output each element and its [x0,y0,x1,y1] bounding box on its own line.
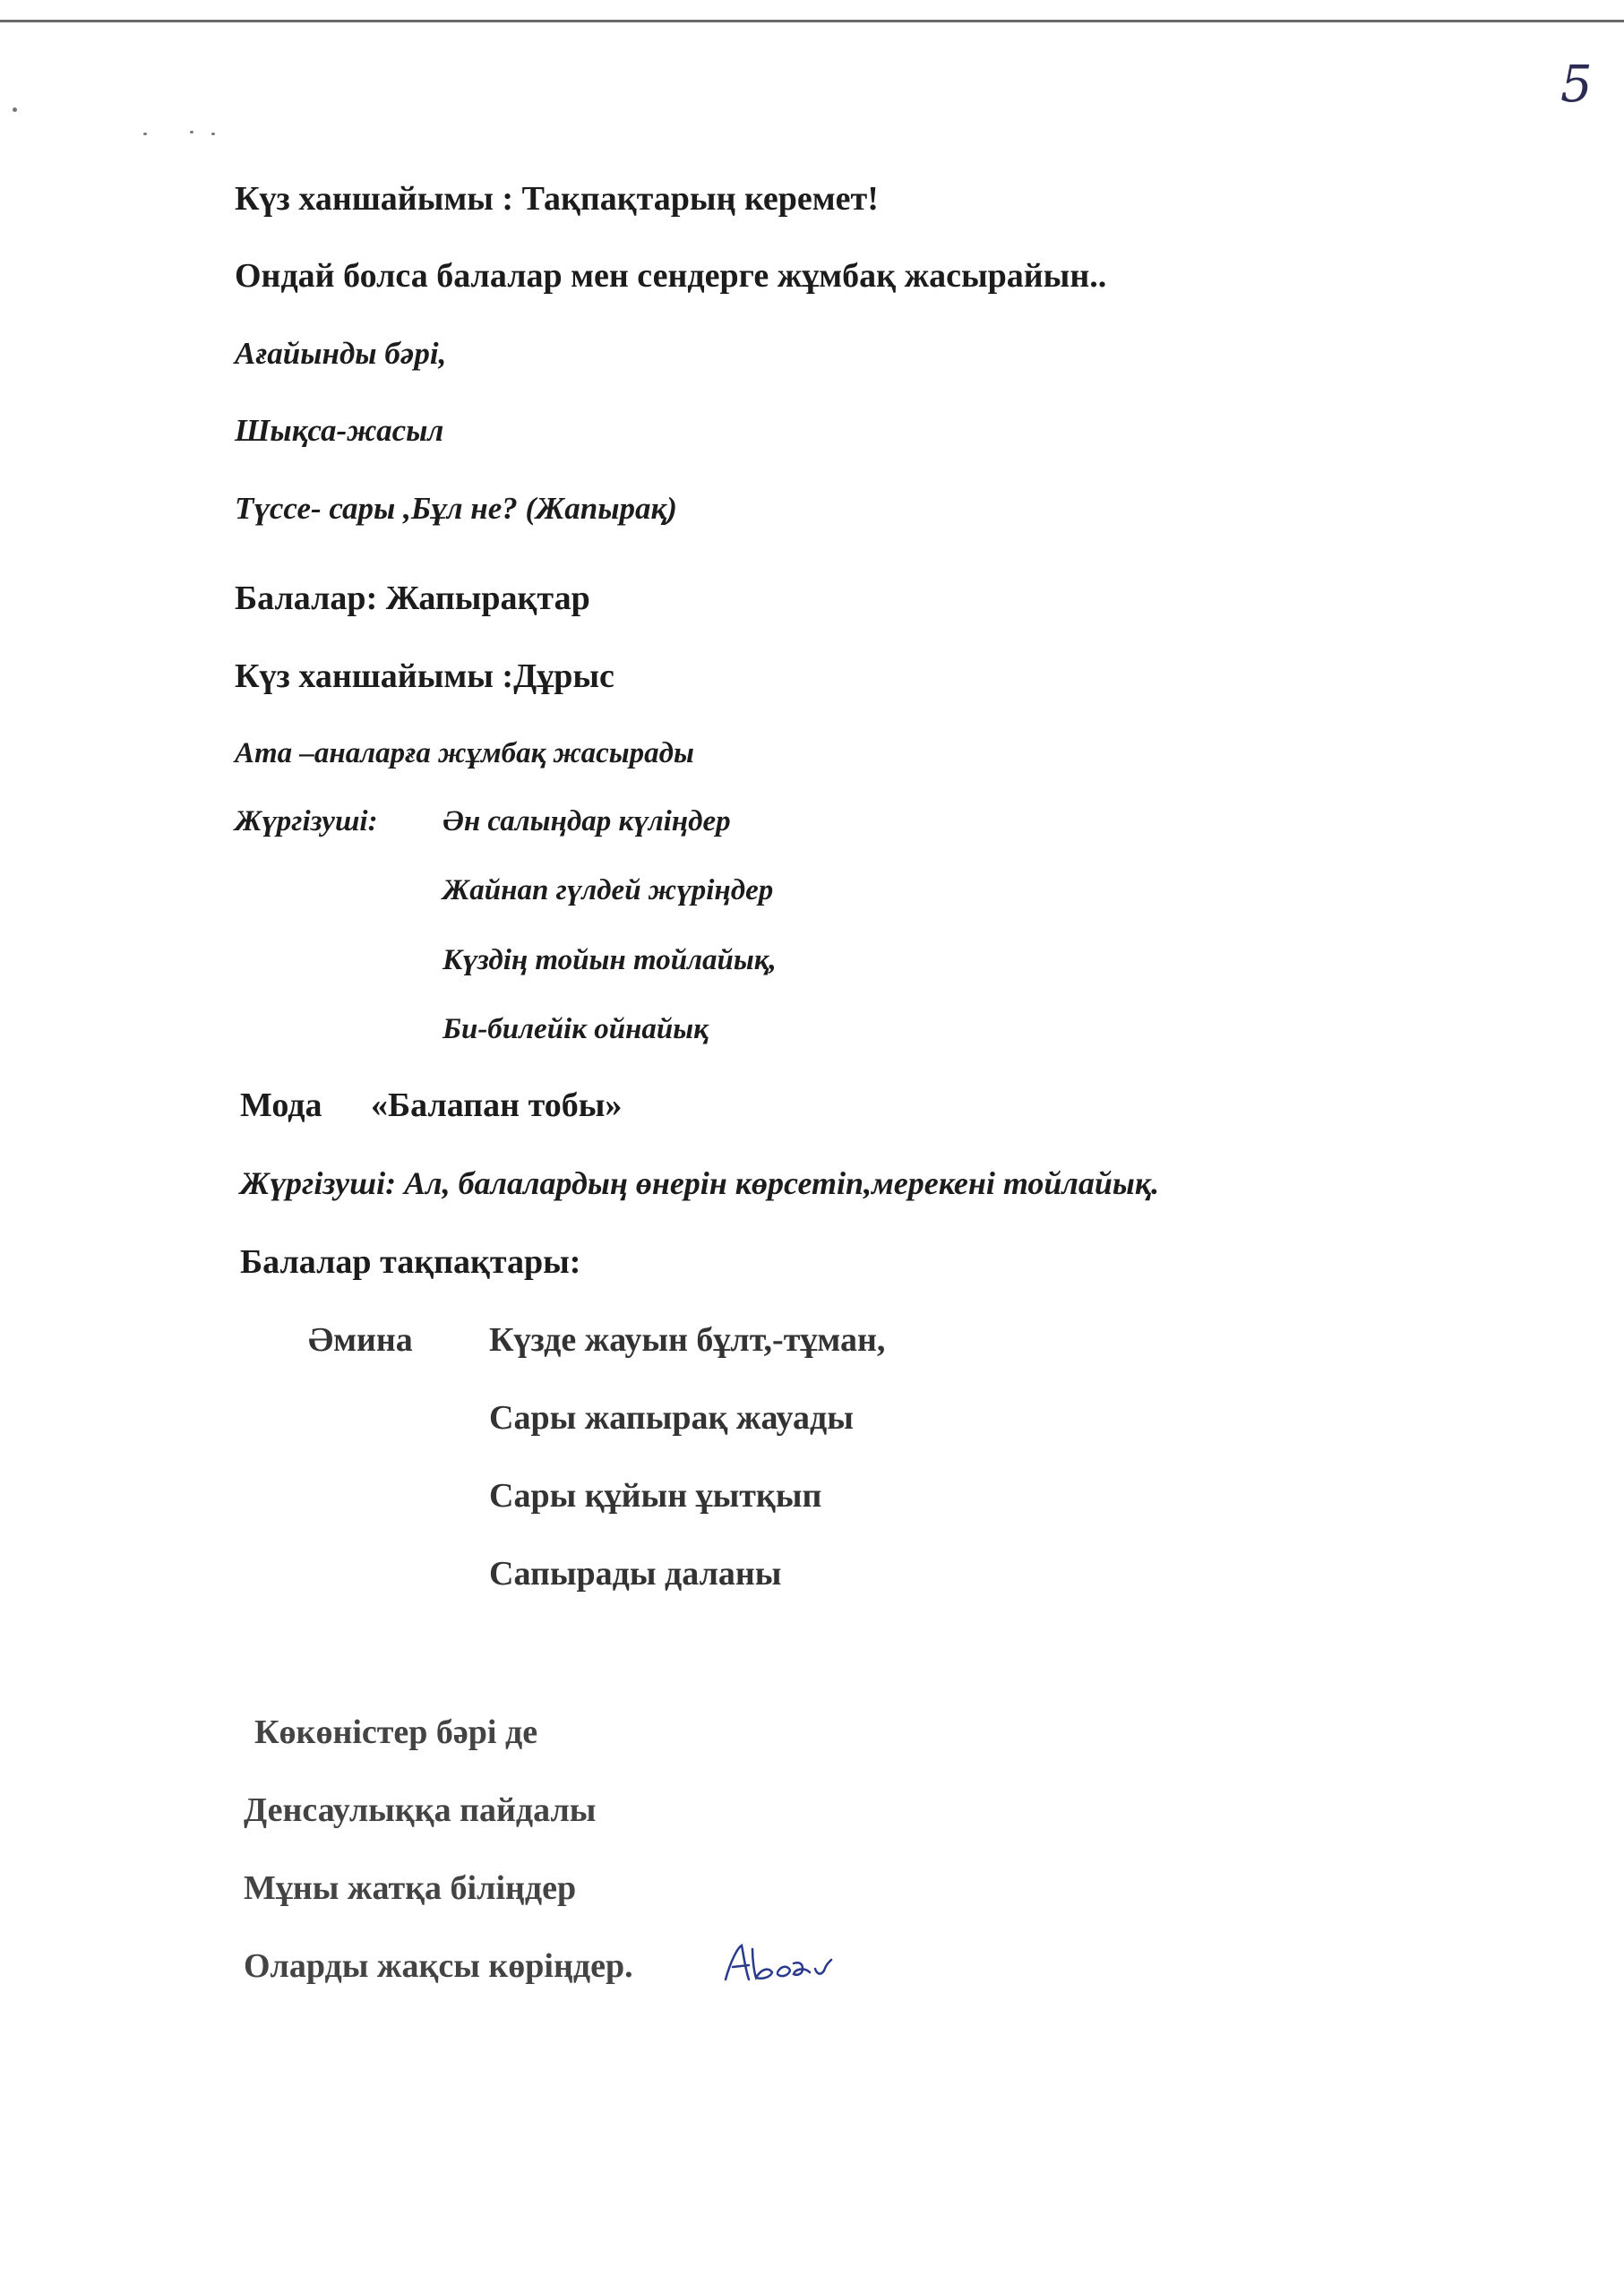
poem-line-1: Күзде жауын бұлт,-тұман, [489,1321,886,1359]
line-presenter-celebrate: Жүргізуші: Ал, балалардың өнерін көрсетіп,мерекені тойлайық. [240,1165,1160,1201]
poem2-line-3: Мұны жатқа біліңдер [244,1869,577,1907]
fashion-group: «Балапан тобы» [371,1086,623,1124]
poem-line-2: Сары жапырақ жауады [489,1399,854,1437]
scan-speck [211,133,215,135]
line-autumn-queen-correct: Күз ханшайымы :Дұрыс [235,657,614,695]
handwritten-signature [722,1942,838,1987]
poem2-line-4: Оларды жақсы көріңдер. [244,1947,633,1985]
song-line-3: Күздің тойын тойлайық, [443,944,777,976]
line-children-poems: Балалар тақпақтары: [240,1243,581,1281]
line-riddle-intro: Ондай болса балалар мен сендерге жұмбақ жасырайын.. [235,257,1107,295]
page-number: 5 [1560,56,1593,114]
riddle-line-1: Ағайынды бәрі, [235,336,447,371]
poem-line-3: Сары құйын ұытқып [489,1477,822,1515]
line-parents-riddle: Ата –аналарға жұмбақ жасырады [235,737,694,769]
scan-border-line [0,20,1624,22]
line-autumn-queen-praise: Күз ханшайымы : Тақпақтарың керемет! [235,180,879,218]
riddle-line-2: Шықса-жасыл [235,413,444,448]
riddle-line-3: Түссе- сары ,Бұл не? (Жапырақ) [235,491,677,526]
song-line-2: Жайнап гүлдей жүріңдер [443,874,774,906]
poem-author: Әмина [308,1321,413,1359]
scan-speck [13,107,17,112]
scan-speck [190,131,193,133]
poem2-line-1: Көкөністер бәрі де [254,1713,538,1751]
poem-line-4: Сапырады даланы [489,1555,782,1593]
song-line-1: Ән салыңдар күліңдер [443,805,731,837]
fashion-label: Мода [240,1086,322,1124]
scan-speck [143,133,147,135]
line-children-answer: Балалар: Жапырақтар [235,580,590,617]
poem2-line-2: Денсаулыққа пайдалы [244,1791,597,1829]
presenter-label: Жүргізуші: [235,805,378,837]
song-line-4: Би-билейік ойнайық [443,1013,709,1045]
